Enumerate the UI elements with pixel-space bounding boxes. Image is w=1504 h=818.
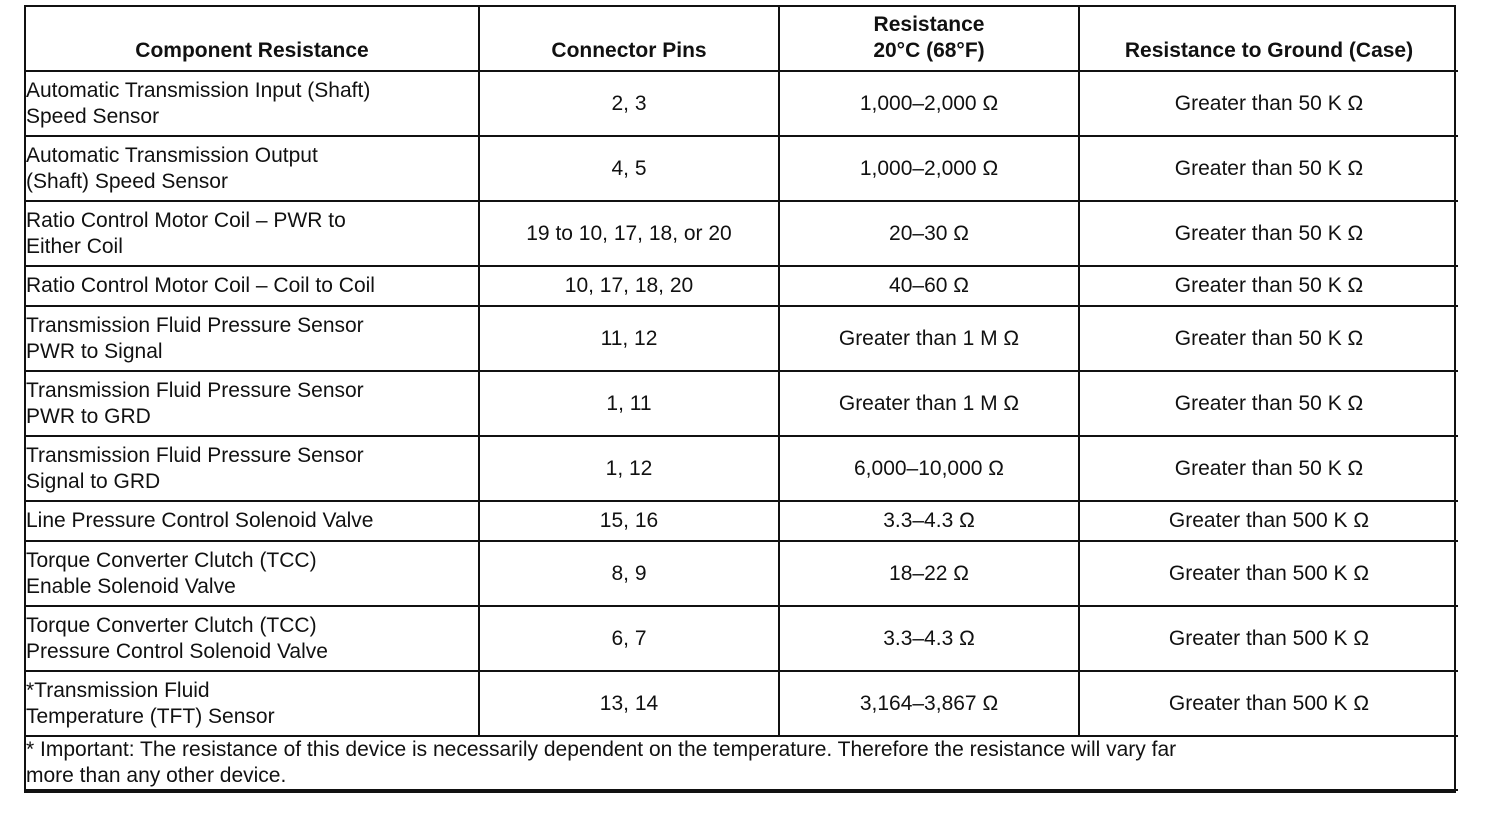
table-row	[26, 671, 1458, 736]
component-line-2: Signal to GRD	[26, 469, 161, 493]
table-body	[26, 71, 1458, 790]
component-line-2: (Shaft) Speed Sensor	[26, 169, 228, 193]
component-line-1: Line Pressure Control Solenoid Valve	[26, 509, 374, 532]
component-line-2: Either Coil	[26, 234, 123, 258]
cell-resistance-to-ground: Greater than 50 K Ω	[1079, 371, 1458, 436]
cell-resistance: 3,164–3,867 Ω	[779, 671, 1079, 736]
component-line-1: Torque Converter Clutch (TCC)	[26, 548, 317, 572]
component-line-2: PWR to GRD	[26, 404, 151, 428]
component-line-1: Torque Converter Clutch (TCC)	[26, 613, 317, 637]
header-ground-label: Resistance to Ground (Case)	[1124, 39, 1414, 62]
component-line-2: PWR to Signal	[26, 339, 163, 363]
table-row	[26, 606, 1458, 671]
cell-component	[26, 371, 479, 436]
cell-resistance-to-ground: Greater than 50 K Ω	[1079, 71, 1458, 136]
cell-resistance: 18–22 Ω	[779, 541, 1079, 606]
cell-connector-pins: 10, 17, 18, 20	[479, 266, 779, 306]
cell-component	[26, 136, 479, 201]
header-resistance-to-ground	[1079, 7, 1458, 71]
cell-component	[26, 541, 479, 606]
cell-connector-pins: 8, 9	[479, 541, 779, 606]
cell-component	[26, 266, 479, 306]
cell-resistance: 40–60 Ω	[779, 266, 1079, 306]
cell-resistance: 20–30 Ω	[779, 201, 1079, 266]
cell-resistance: 1,000–2,000 Ω	[779, 71, 1079, 136]
cell-component	[26, 501, 479, 541]
component-line-1: Transmission Fluid Pressure Sensor	[26, 378, 364, 402]
cell-component	[26, 71, 479, 136]
cell-resistance: 6,000–10,000 Ω	[779, 436, 1079, 501]
cell-resistance: 1,000–2,000 Ω	[779, 136, 1079, 201]
spec-table-grid	[26, 7, 1458, 791]
header-connector-pins	[479, 7, 779, 71]
table-row	[26, 436, 1458, 501]
table-row	[26, 201, 1458, 266]
component-line-1: Automatic Transmission Input (Shaft)	[26, 78, 371, 102]
cell-resistance-to-ground: Greater than 50 K Ω	[1079, 201, 1458, 266]
cell-resistance: Greater than 1 M Ω	[779, 306, 1079, 371]
cell-connector-pins: 1, 11	[479, 371, 779, 436]
component-line-2: Pressure Control Solenoid Valve	[26, 639, 328, 663]
cell-component	[26, 306, 479, 371]
header-resistance-label: Resistance	[873, 13, 985, 36]
cell-resistance-to-ground: Greater than 50 K Ω	[1079, 436, 1458, 501]
footnote-cell	[26, 736, 1458, 790]
table-row	[26, 71, 1458, 136]
cell-connector-pins: 2, 3	[479, 71, 779, 136]
cell-component	[26, 201, 479, 266]
cell-connector-pins: 11, 12	[479, 306, 779, 371]
component-line-2: Enable Solenoid Valve	[26, 574, 236, 598]
component-line-2: Speed Sensor	[26, 104, 160, 128]
table-row	[26, 541, 1458, 606]
table-row	[26, 136, 1458, 201]
footnote-line-2: more than any other device.	[26, 764, 287, 787]
cell-component	[26, 606, 479, 671]
cell-connector-pins: 19 to 10, 17, 18, or 20	[479, 201, 779, 266]
cell-resistance-to-ground: Greater than 50 K Ω	[1079, 266, 1458, 306]
component-line-1: Ratio Control Motor Coil – Coil to Coil	[26, 274, 375, 297]
cell-resistance-to-ground: Greater than 50 K Ω	[1079, 136, 1458, 201]
footnote-row	[26, 736, 1458, 790]
cell-resistance: 3.3–4.3 Ω	[779, 606, 1079, 671]
header-resistance-temp: 20°C (68°F)	[873, 39, 985, 62]
cell-connector-pins: 13, 14	[479, 671, 779, 736]
header-component	[26, 7, 479, 71]
component-line-1: Transmission Fluid Pressure Sensor	[26, 313, 364, 337]
cell-resistance-to-ground: Greater than 500 K Ω	[1079, 501, 1458, 541]
cell-connector-pins: 15, 16	[479, 501, 779, 541]
resistance-spec-table	[24, 5, 1456, 793]
header-resistance	[779, 7, 1079, 71]
header-pins-label: Connector Pins	[551, 39, 707, 62]
cell-connector-pins: 4, 5	[479, 136, 779, 201]
cell-resistance-to-ground: Greater than 500 K Ω	[1079, 606, 1458, 671]
component-line-1: Transmission Fluid Pressure Sensor	[26, 443, 364, 467]
component-line-1: Ratio Control Motor Coil – PWR to	[26, 208, 346, 232]
table-row	[26, 306, 1458, 371]
cell-resistance-to-ground: Greater than 50 K Ω	[1079, 306, 1458, 371]
table-row	[26, 266, 1458, 306]
footnote-line-1: * Important: The resistance of this device is necessarily dependent on the temperature. Therefore the resistance will vary far	[26, 738, 1177, 761]
cell-resistance: 3.3–4.3 Ω	[779, 501, 1079, 541]
cell-connector-pins: 6, 7	[479, 606, 779, 671]
header-row	[26, 7, 1458, 71]
cell-resistance-to-ground: Greater than 500 K Ω	[1079, 541, 1458, 606]
component-line-1: *Transmission Fluid	[26, 678, 210, 702]
table-row	[26, 501, 1458, 541]
cell-connector-pins: 1, 12	[479, 436, 779, 501]
header-component-label: Component Resistance	[135, 39, 369, 62]
table-row	[26, 371, 1458, 436]
cell-resistance-to-ground: Greater than 500 K Ω	[1079, 671, 1458, 736]
component-line-1: Automatic Transmission Output	[26, 143, 318, 167]
cell-component	[26, 436, 479, 501]
cell-component	[26, 671, 479, 736]
component-line-2: Temperature (TFT) Sensor	[26, 704, 275, 728]
cell-resistance: Greater than 1 M Ω	[779, 371, 1079, 436]
